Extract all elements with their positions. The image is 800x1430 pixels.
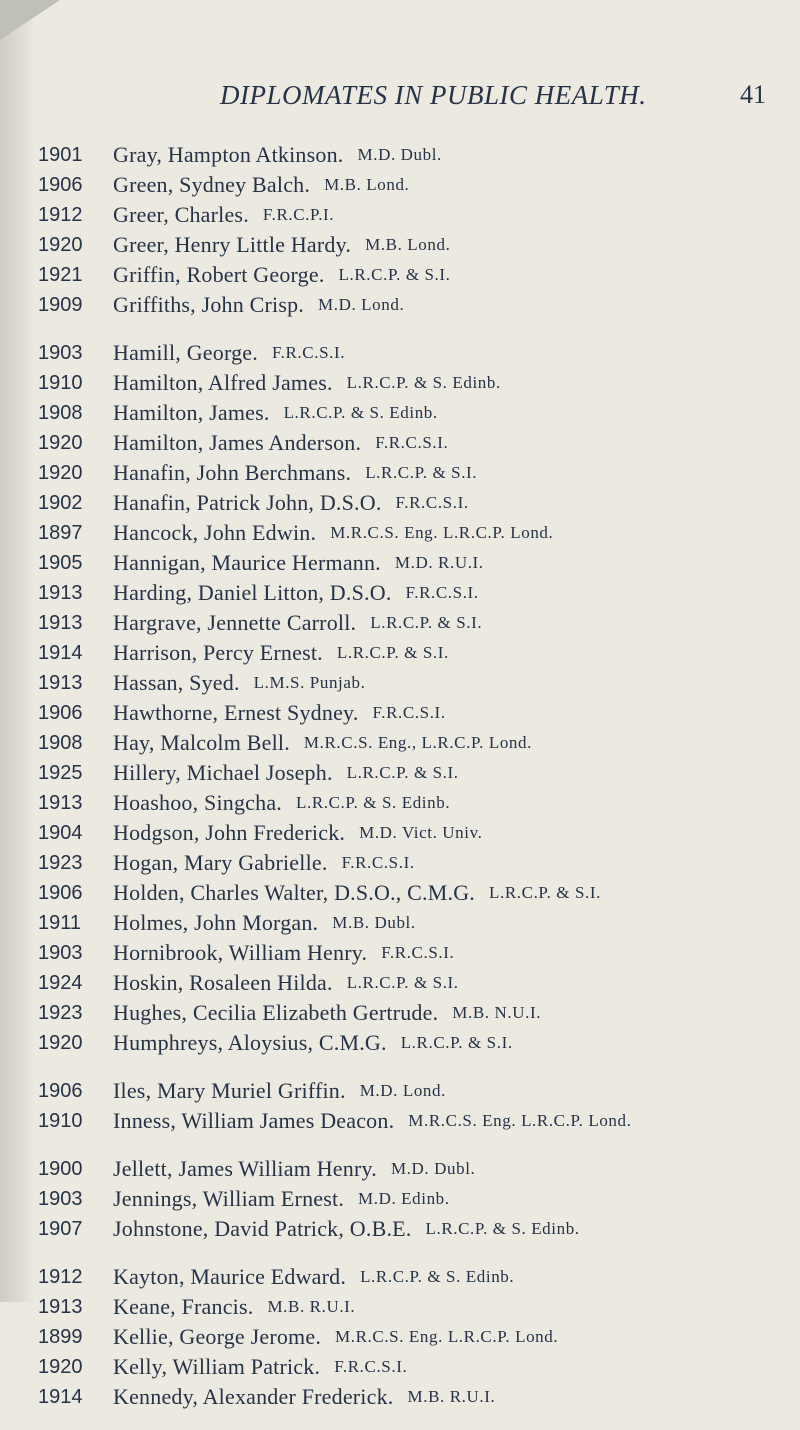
entry-year: 1913 — [38, 1296, 83, 1318]
entry-qualification: L.R.C.P. & S.I. — [338, 265, 451, 284]
entry-name: Kayton, Maurice Edward. — [113, 1264, 347, 1289]
list-item — [38, 1322, 798, 1352]
entry-qualification: L.R.C.P. & S. Edinb. — [296, 793, 451, 812]
letter-group — [38, 1262, 798, 1412]
page-title: DIPLOMATES IN PUBLIC HEALTH. — [220, 80, 647, 110]
list-item — [38, 230, 798, 260]
entry-year: 1921 — [38, 264, 83, 286]
list-item — [38, 1106, 798, 1136]
list-item — [38, 518, 798, 548]
entry-year: 1903 — [38, 942, 83, 964]
entry-year: 1920 — [38, 1356, 83, 1378]
list-item — [38, 1214, 798, 1244]
entry-year: 1900 — [38, 1158, 83, 1180]
list-item — [38, 428, 798, 458]
diplomate-list — [38, 140, 798, 1430]
entry-name: Gray, Hampton Atkinson. — [113, 142, 344, 167]
entry-year: 1920 — [38, 1032, 83, 1054]
entry-year: 1914 — [38, 1386, 83, 1408]
list-item — [38, 608, 798, 638]
entry-name: Hannigan, Maurice Hermann. — [113, 550, 381, 575]
entry-qualification: F.R.C.S.I. — [271, 343, 346, 362]
entry-qualification: L.R.C.P. & S.I. — [370, 613, 483, 632]
entry-year: 1906 — [38, 1080, 83, 1102]
list-item — [38, 1382, 798, 1412]
entry-year: 1910 — [38, 372, 83, 394]
entry-qualification: M.R.C.S. Eng., L.R.C.P. Lond. — [303, 733, 532, 752]
entry-qualification: L.R.C.P. & S. Edinb. — [283, 403, 438, 422]
entry-name: Hoashoo, Singcha. — [113, 790, 282, 815]
entry-name: Hassan, Syed. — [113, 670, 240, 695]
entry-year: 1908 — [38, 732, 83, 754]
entry-qualification: L.M.S. Punjab. — [253, 673, 366, 692]
entry-name: Iles, Mary Muriel Griffin. — [113, 1078, 346, 1103]
entry-year: 1923 — [38, 852, 83, 874]
entry-name: Jennings, William Ernest. — [113, 1186, 345, 1211]
list-item — [38, 998, 798, 1028]
list-item — [38, 140, 798, 170]
page-number: 41 — [740, 80, 766, 109]
list-item — [38, 788, 798, 818]
entry-qualification: M.D. Dubl. — [390, 1159, 476, 1178]
list-item — [38, 338, 798, 368]
list-item — [38, 848, 798, 878]
entry-year: 1897 — [38, 522, 83, 544]
entry-year: 1902 — [38, 492, 83, 514]
entry-qualification: M.D. Vict. Univ. — [359, 823, 483, 842]
entry-name: Hanafin, John Berchmans. — [113, 460, 352, 485]
entry-year: 1913 — [38, 792, 83, 814]
entry-name: Hancock, John Edwin. — [113, 520, 317, 545]
entry-name: Hanafin, Patrick John, D.S.O. — [113, 490, 382, 515]
entry-qualification: L.R.C.P. & S. Edinb. — [360, 1267, 515, 1286]
entry-year: 1901 — [38, 144, 83, 166]
entry-qualification: L.R.C.P. & S.I. — [400, 1033, 513, 1052]
list-item — [38, 290, 798, 320]
entry-year: 1906 — [38, 882, 83, 904]
entry-name: Hamilton, Alfred James. — [113, 370, 333, 395]
list-item — [38, 668, 798, 698]
entry-name: Kennedy, Alexander Frederick. — [113, 1384, 394, 1409]
entry-name: Holmes, John Morgan. — [113, 910, 319, 935]
entry-year: 1908 — [38, 402, 83, 424]
entry-qualification: L.R.C.P. & S. Edinb. — [346, 373, 501, 392]
entry-name: Griffiths, John Crisp. — [113, 292, 305, 317]
list-item — [38, 260, 798, 290]
entry-qualification: M.R.C.S. Eng. L.R.C.P. Lond. — [335, 1327, 559, 1346]
entry-name: Greer, Charles. — [113, 202, 249, 227]
entry-name: Hillery, Michael Joseph. — [113, 760, 333, 785]
entry-qualification: L.R.C.P. & S. Edinb. — [425, 1219, 580, 1238]
entry-year: 1903 — [38, 342, 83, 364]
entry-qualification: L.R.C.P. & S.I. — [489, 883, 601, 902]
entry-year: 1910 — [38, 1110, 83, 1132]
entry-name: Jellett, James William Henry. — [113, 1156, 377, 1181]
entry-name: Green, Sydney Balch. — [113, 172, 311, 197]
entry-year: 1913 — [38, 582, 83, 604]
entry-qualification: M.B. Dubl. — [332, 913, 416, 932]
list-item — [38, 878, 798, 908]
entry-qualification: M.B. R.U.I. — [267, 1297, 356, 1316]
entry-name: Hornibrook, William Henry. — [113, 940, 368, 965]
entry-name: Griffin, Robert George. — [113, 262, 325, 287]
entry-year: 1906 — [38, 174, 83, 196]
list-item — [38, 1028, 798, 1058]
list-item — [38, 1154, 798, 1184]
entry-year: 1912 — [38, 1266, 83, 1288]
list-item — [38, 1184, 798, 1214]
entry-qualification: M.B. Lond. — [324, 175, 410, 194]
list-item — [38, 488, 798, 518]
list-item — [38, 908, 798, 938]
entry-qualification: M.B. R.U.I. — [407, 1387, 496, 1406]
list-item — [38, 938, 798, 968]
entry-qualification: M.D. Lond. — [359, 1081, 446, 1100]
entry-qualification: M.D. Edinb. — [358, 1189, 450, 1208]
entry-qualification: L.R.C.P. & S.I. — [336, 643, 449, 662]
list-item — [38, 1076, 798, 1106]
entry-name: Hamilton, James Anderson. — [113, 430, 362, 455]
entry-year: 1911 — [38, 912, 82, 934]
letter-group — [38, 1076, 798, 1136]
list-item — [38, 578, 798, 608]
entry-name: Hughes, Cecilia Elizabeth Gertrude. — [113, 1000, 439, 1025]
entry-qualification: M.B. Lond. — [365, 235, 451, 254]
entry-year: 1923 — [38, 1002, 83, 1024]
entry-year: 1924 — [38, 972, 83, 994]
entry-year: 1912 — [38, 204, 83, 226]
entry-name: Keane, Francis. — [113, 1294, 254, 1319]
list-item — [38, 398, 798, 428]
entry-year: 1920 — [38, 234, 83, 256]
letter-group — [38, 1154, 798, 1244]
list-item — [38, 200, 798, 230]
list-item — [38, 818, 798, 848]
entry-qualification: M.D. Dubl. — [357, 145, 442, 164]
entry-qualification: M.D. Lond. — [318, 295, 405, 314]
entry-name: Hargrave, Jennette Carroll. — [113, 610, 357, 635]
entry-qualification: F.R.C.S.I. — [375, 433, 449, 452]
list-item — [38, 698, 798, 728]
entry-qualification: L.R.C.P. & S.I. — [365, 463, 478, 482]
entry-year: 1906 — [38, 702, 83, 724]
entry-year: 1920 — [38, 462, 83, 484]
running-header — [220, 80, 766, 120]
entry-name: Hamill, George. — [113, 340, 258, 365]
list-item — [38, 968, 798, 998]
entry-name: Kelly, William Patrick. — [113, 1354, 321, 1379]
entry-qualification: M.R.C.S. Eng. L.R.C.P. Lond. — [330, 523, 554, 542]
entry-year: 1913 — [38, 672, 83, 694]
entry-name: Hamilton, James. — [113, 400, 270, 425]
entry-name: Harding, Daniel Litton, D.S.O. — [113, 580, 392, 605]
entry-name: Inness, William James Deacon. — [113, 1108, 395, 1133]
list-item — [38, 728, 798, 758]
list-item — [38, 1292, 798, 1322]
entry-name: Johnstone, David Patrick, O.B.E. — [113, 1216, 412, 1241]
entry-name: Holden, Charles Walter, D.S.O., C.M.G. — [113, 880, 476, 905]
entry-year: 1914 — [38, 642, 83, 664]
entry-year: 1920 — [38, 432, 83, 454]
entry-qualification: F.R.C.S.I. — [341, 853, 415, 872]
entry-year: 1925 — [38, 762, 83, 784]
entry-qualification: F.R.C.S.I. — [395, 493, 469, 512]
entry-qualification: F.R.C.S.I. — [334, 1357, 408, 1376]
entry-year: 1899 — [38, 1326, 83, 1348]
entry-year: 1909 — [38, 294, 83, 316]
entry-name: Hay, Malcolm Bell. — [113, 730, 290, 755]
entry-name: Hodgson, John Frederick. — [113, 820, 346, 845]
entry-name: Harrison, Percy Ernest. — [113, 640, 323, 665]
entry-qualification: M.B. N.U.I. — [452, 1003, 542, 1022]
page-gutter-shadow — [0, 0, 34, 1302]
entry-year: 1907 — [38, 1218, 83, 1240]
letter-group — [38, 338, 798, 1058]
entry-qualification: L.R.C.P. & S.I. — [346, 763, 459, 782]
entry-year: 1913 — [38, 612, 83, 634]
entry-qualification: F.R.C.S.I. — [372, 703, 446, 722]
entry-qualification: F.R.C.S.I. — [381, 943, 455, 962]
entry-year: 1905 — [38, 552, 83, 574]
list-item — [38, 458, 798, 488]
entry-year: 1904 — [38, 822, 83, 844]
entry-year: 1903 — [38, 1188, 83, 1210]
entry-qualification: L.R.C.P. & S.I. — [346, 973, 459, 992]
entry-qualification: M.R.C.S. Eng. L.R.C.P. Lond. — [408, 1111, 632, 1130]
list-item — [38, 1262, 798, 1292]
entry-qualification: F.R.C.P.I. — [262, 205, 335, 224]
entry-name: Hogan, Mary Gabrielle. — [113, 850, 328, 875]
entry-name: Humphreys, Aloysius, C.M.G. — [113, 1030, 387, 1055]
list-item — [38, 548, 798, 578]
letter-group — [38, 140, 798, 320]
entry-name: Hoskin, Rosaleen Hilda. — [113, 970, 333, 995]
entry-name: Kellie, George Jerome. — [113, 1324, 322, 1349]
list-item — [38, 1352, 798, 1382]
list-item — [38, 368, 798, 398]
list-item — [38, 758, 798, 788]
entry-qualification: M.D. R.U.I. — [394, 553, 484, 572]
entry-name: Hawthorne, Ernest Sydney. — [113, 700, 359, 725]
list-item — [38, 170, 798, 200]
list-item — [38, 638, 798, 668]
entry-qualification: F.R.C.S.I. — [405, 583, 479, 602]
entry-name: Greer, Henry Little Hardy. — [113, 232, 352, 257]
